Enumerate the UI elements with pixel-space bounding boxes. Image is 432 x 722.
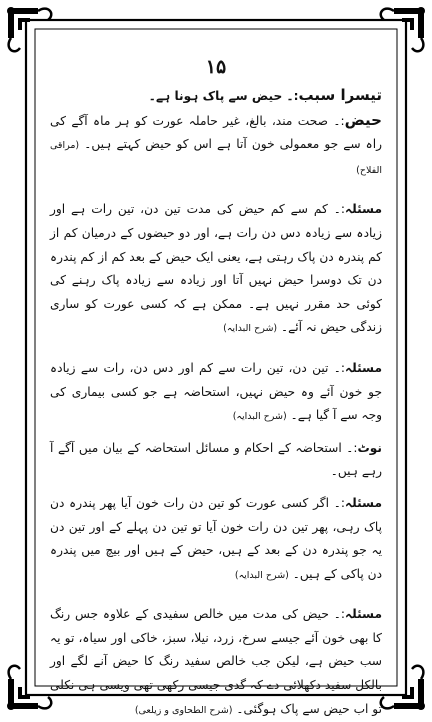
reference: (شرح البدایہ) [234, 569, 289, 581]
paragraph-masala-4: مسئلہ:۔ حیض کی مدت میں خالص سفیدی کے علاوہ جس رنگ کا بھی خون آئے جیسے سرخ، زرد، نیلا، سبز، خاکی اور سیاہ، تو یہ سب حیض ہے، لیکن جب خالص سفید رنگ کا حیض آنے لگے اور بالکل سفید دکھلائی دے کہ گدی جیسی رکھی تھی ویسی ہی نکلی تو اب حیض سے پاک ہوگئی۔ (شرح الطحاوی و زیلعی) [50, 607, 382, 716]
masala-label: مسئلہ [344, 202, 382, 217]
term-haiz: حیض [344, 110, 382, 129]
reference: (شرح الطحاوی و زیلعی) [134, 704, 233, 716]
paragraph-note: نوٹ:۔ استحاضہ کے احکام و مسائل استحاضہ کے بیان میں آگے آ رہے ہیں۔ [50, 440, 382, 479]
reference: (مراقی الفلاح) [50, 140, 382, 176]
paragraph-masala-3: مسئلہ:۔ اگر کسی عورت کو تین دن رات خون آیا پھر پندرہ دن پاک رہی، پھر تین دن رات خون آیا تو تین دن پہلے کے اور تین دن یہ جو پندرہ دن کے بعد کے ہیں، حیض کے ہیں اور بیچ میں پندرہ دن پاکی کے ہیں۔ (شرح البدایہ) [50, 495, 382, 581]
page-number: ۱۵ [205, 56, 227, 78]
page-content [50, 84, 382, 722]
masala-label: مسئلہ [344, 360, 382, 375]
reference: (شرح البدایہ) [223, 323, 278, 335]
paragraph-third-reason: تیسرا سبب:۔ حیض سے پاک ہونا ہے۔ [148, 86, 382, 104]
paragraph-haiz-definition: حیض:۔ صحت مند، بالغ، غیر حاملہ عورت کو ہر ماہ آگے کی راہ سے جو معمولی خون آتا ہے اس کو حیض کہتے ہیں۔ (مراقی الفلاح) [50, 110, 383, 176]
masala-label: مسئلہ [344, 607, 382, 622]
note-label: نوٹ [357, 440, 382, 455]
paragraph-masala-2: مسئلہ:۔ تین دن، تین رات سے کم اور دس دن، رات سے زیادہ جو خون آئے وہ حیض نہیں، استحاضہ ہے جو کسی بیماری کی وجہ سے آ گیا ہے۔ (شرح البدایہ) [50, 360, 382, 423]
section-heading: تیسرا سبب [298, 86, 382, 104]
masala-label: مسئلہ [344, 495, 382, 510]
reference: (شرح البدایہ) [232, 411, 287, 423]
book-page [48, 40, 384, 716]
paragraph-masala-1: مسئلہ:۔ کم سے کم حیض کی مدت تین دن، تین رات ہے اور زیادہ سے زیادہ دس دن رات ہے، اور دو حیضوں کے درمیان کم از کم پندرہ دن پاک رہتی ہے، یعنی ایک حیض کے بعد کم از کم پندرہ دن تک دوسرا حیض نہیں آتا اور زیادہ سے زیادہ پاک رہنے کی کوئی حد مقرر نہیں ہے۔ ممکن ہے کہ کسی عورت کو ساری زندگی حیض نہ آئے۔ (شرح البدایہ) [50, 202, 382, 335]
